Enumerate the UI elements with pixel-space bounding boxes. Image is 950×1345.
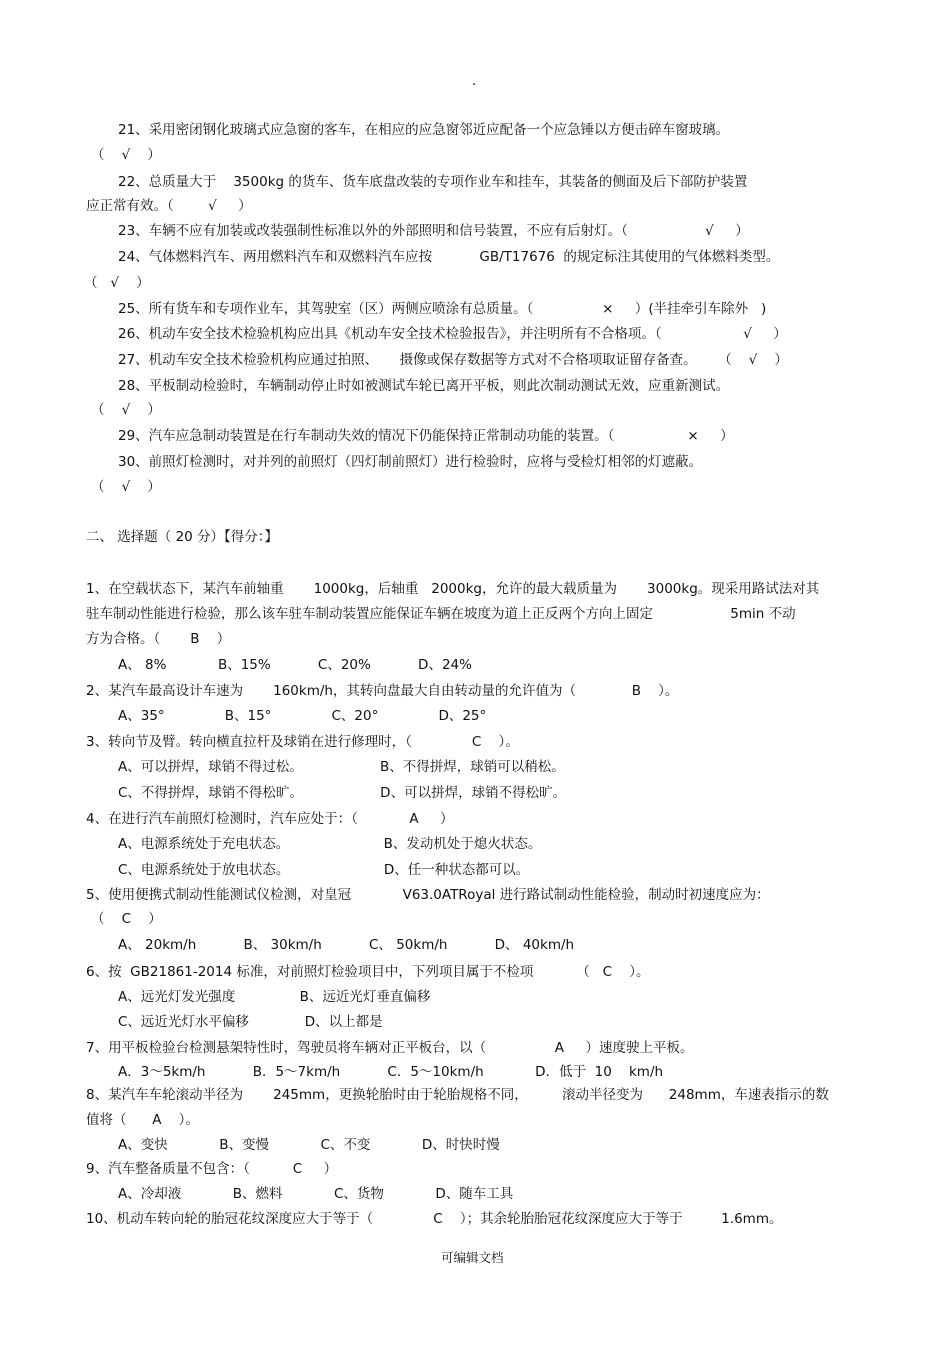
text-line: 9、汽车整备质量不包含：（ C ）: [86, 1161, 338, 1177]
text-line: 驻车制动性能进行检验，那么该车驻车制动装置应能保证车辆在坡度为道上正反两个方向上固定 5min 不动: [86, 606, 796, 622]
text-line: A、 20km/h B、 30km/h C、 50km/h D、 40km/h: [118, 937, 575, 953]
text-line: 5、使用便携式制动性能测试仪检测，对皇冠 V63.0ATRoyal 进行路试制动性能检验，制动时初速度应为：: [86, 887, 770, 903]
text-line: 24、气体燃料汽车、两用燃料汽车和双燃料汽车应按 GB/T17676 的规定标注其使用的气体燃料类型。: [118, 249, 780, 265]
text-line: （ √ ）: [84, 275, 150, 291]
text-line: 二、 选择题（ 20 分）【得分：】: [86, 529, 279, 545]
text-line: A、35° B、15° C、20° D、25°: [118, 708, 487, 724]
text-line: 3、转向节及臂。转向横直拉杆及球销在进行修理时，（ C ）。: [86, 734, 519, 750]
text-line: 29、汽车应急制动装置是在行车制动失效的情况下仍能保持正常制动功能的装置。（ × ）: [118, 428, 734, 444]
page-footer: 可编辑文档: [441, 1250, 504, 1265]
text-line: 22、总质量大于 3500kg 的货车、货车底盘改装的专项作业车和挂车，其装备的侧面及后下部防护装置: [118, 174, 748, 190]
text-line: 26、机动车安全技术检验机构应出具《机动车安全技术检验报告》，并注明所有不合格项。（ √ ）: [118, 326, 787, 342]
text-line: A、电源系统处于充电状态。 B、发动机处于熄火状态。: [118, 836, 542, 852]
text-line: 23、车辆不应有加装或改装强制性标准以外的外部照明和信号装置，不应有后射灯。（ √ ）: [118, 223, 749, 239]
text-line: A、远光灯发光强度 B、远近光灯垂直偏移: [118, 989, 431, 1005]
text-line: 8、某汽车车轮滚动半径为 245mm，更换轮胎时由于轮胎规格不同， 滚动半径变为 248mm，车速表指示的数: [86, 1087, 829, 1103]
text-line: 10、机动车转向轮的胎冠花纹深度应大于等于（ C ）；其余轮胎胎冠花纹深度应大于等于 1.6mm。: [86, 1211, 783, 1227]
text-line: 1、在空载状态下，某汽车前轴重 1000kg，后轴重 2000kg，允许的最大载质量为 3000kg。现采用路试法对其: [86, 581, 820, 597]
text-line: 值将（ A ）。: [86, 1112, 199, 1128]
text-line: （ √ ）: [91, 147, 161, 163]
text-line: 27、机动车安全技术检验机构应通过拍照、 摄像或保存数据等方式对不合格项取证留存备查。 （ √ ）: [118, 352, 789, 368]
text-line: （ C ）: [91, 911, 162, 927]
text-line: 4、在进行汽车前照灯检测时，汽车应处于：（ A ）: [86, 811, 454, 827]
text-line: A．3～5km/h B．5～7km/h C．5～10km/h D．低于 10 km/h: [118, 1064, 664, 1080]
text-line: 应正常有效。（ √ ）: [86, 198, 252, 214]
text-line: 25、所有货车和专项作业车，其驾驶室（区）两侧应喷涂有总质量。（ × ）(半挂牵引车除外 ): [118, 301, 767, 317]
header-mark: .: [472, 73, 477, 89]
text-line: 21、采用密闭钢化玻璃式应急窗的客车，在相应的应急窗邻近应配备一个应急锤以方便击碎车窗玻璃。: [118, 122, 730, 138]
text-line: 7、用平板检验台检测悬架特性时，驾驶员将车辆对正平板台，以（ A ）速度驶上平板。: [86, 1040, 694, 1056]
text-line: A、变快 B、变慢 C、不变 D、时快时慢: [118, 1137, 500, 1153]
text-line: C、电源系统处于放电状态。 D、任一种状态都可以。: [118, 862, 530, 878]
text-line: 28、平板制动检验时，车辆制动停止时如被测试车轮已离开平板，则此次制动测试无效，应重新测试。: [118, 378, 730, 394]
text-line: （ √ ）: [91, 479, 161, 495]
text-line: A、 8% B、15% C、20% D、24%: [118, 657, 472, 673]
text-line: 方为合格。（ B ）: [86, 631, 231, 647]
text-line: C、不得拼焊，球销不得松旷。 D、可以拼焊，球销不得松旷。: [118, 785, 567, 801]
text-line: 30、前照灯检测时，对并列的前照灯（四灯制前照灯）进行检验时，应将与受检灯相邻的灯遮蔽。: [118, 454, 703, 470]
text-line: A、可以拼焊，球销不得过松。 B、不得拼焊，球销可以稍松。: [118, 759, 565, 775]
text-line: 2、某汽车最高设计车速为 160km/h，其转向盘最大自由转动量的允许值为（ B ）。: [86, 683, 679, 699]
text-line: 6、按 GB21861-2014 标准，对前照灯检验项目中，下列项目属于不检项 （ C ）。: [86, 964, 650, 980]
text-line: （ √ ）: [91, 402, 161, 418]
text-line: C、远近光灯水平偏移 D、以上都是: [118, 1014, 383, 1030]
text-line: A、冷却液 B、燃料 C、货物 D、随车工具: [118, 1186, 514, 1202]
